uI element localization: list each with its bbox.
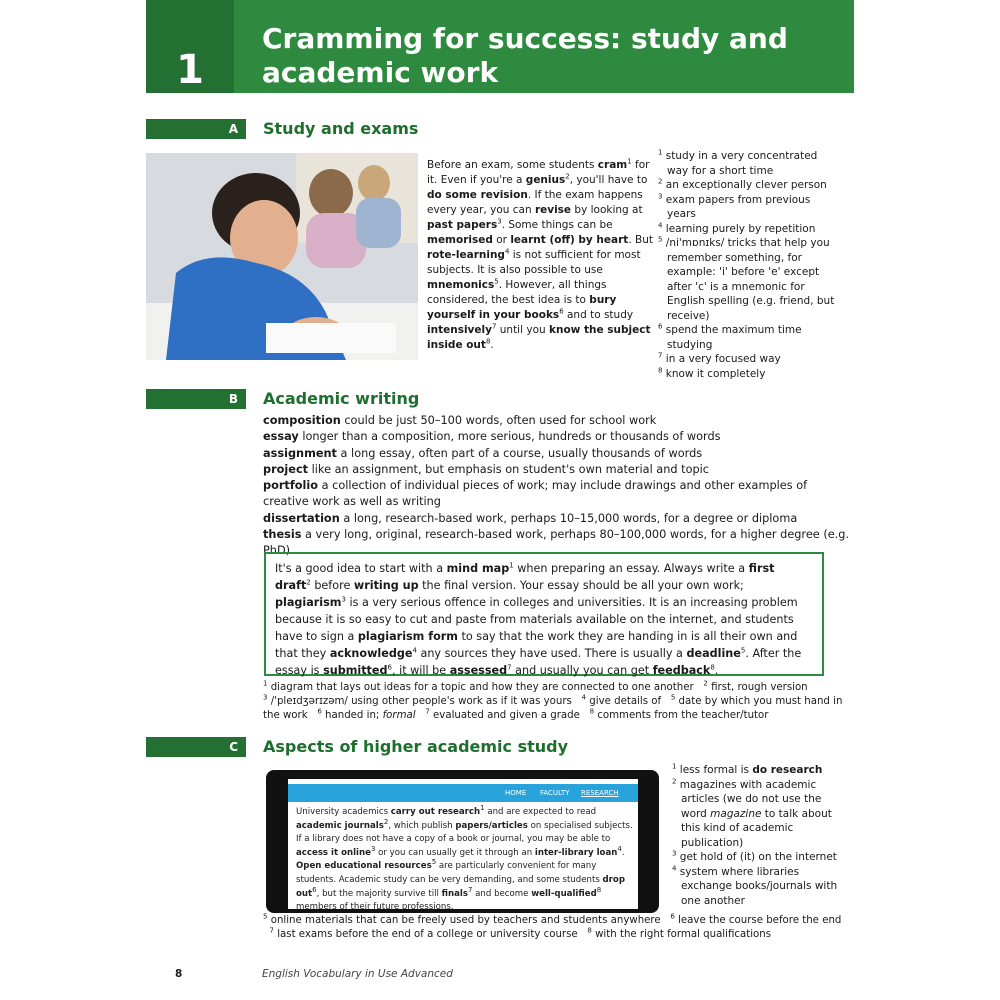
glossary-item: $^1$ less formal is do research <box>672 762 823 776</box>
section-b-footnotes: $^1$ diagram that lays out ideas for a topic and how they are connected to one another $^2$ first, rough version $^3$ /'pleɪdʒərɪzəm/ using other people's work as if it was yours $^4$ give details of $^5$ date by which you must hand in the work $^6$ handed in; formal $^7$ evaluated and given a grade $^8$ comments from the teacher/tutor <box>263 679 843 721</box>
glossary-item: $^2$ an exceptionally clever person <box>658 177 827 191</box>
glossary-item: $^2$ magazines with academic articles (we do not use the word magazine to talk about this kind of academic publication) <box>672 777 832 849</box>
glossary-item: $^3$ exam papers from previous years <box>658 192 811 220</box>
definition-item: composition could be just 50–100 words, often used for school work <box>263 414 657 427</box>
section-a-intro-text: Before an exam, some students cram$^1$ for it. Even if you're a genius$^2$, you'll have to do some revision. If the exam happens every year, you can revise by looking at past papers$^3$. Some things can be memorised or learnt (off) by heart. But rote-learning$^4$ is not sufficient for most subjects. It is also possible to use mnemonics$^5$. However, all things considered, the best idea is to bury yourself in your books$^6$ and to study intensively$^7$ until you know the subject inside out$^8$. <box>427 157 653 351</box>
nav-home[interactable]: HOME <box>505 789 527 797</box>
glossary-item: $^1$ study in a very concentrated way for a short time <box>658 148 818 177</box>
definition-item: thesis a very long, original, research-based work, perhaps 80–100,000 words, for a higher degree (e.g. PhD) <box>263 528 850 558</box>
section-c-letter: C <box>229 740 238 754</box>
section-c-title: Aspects of higher academic study <box>263 737 569 756</box>
definition-item: assignment a long essay, often part of a course, usually thousands of words <box>263 446 703 460</box>
section-a-title: Study and exams <box>263 119 419 138</box>
book-title: English Vocabulary in Use Advanced <box>262 968 453 980</box>
glossary-item: $^4$ learning purely by repetition <box>658 221 816 235</box>
students-exam-photo <box>146 153 418 360</box>
definition-item: project like an assignment, but emphasis on student's own material and topic <box>263 462 710 476</box>
glossary-item: $^8$ know it completely <box>658 366 766 380</box>
glossary-item: $^3$ get hold of (it) on the internet <box>672 849 837 863</box>
writing-definitions-list <box>263 413 853 560</box>
essay-writing-box: It's a good idea to start with a mind map$^1$ when preparing an essay. Always write a first draft$^2$ before writing up the final version. Your essay should be all your own work; plagiarism$^3$ is a very serious offence in colleges and universities. It is an increasing problem because it is so easy to cut and paste from materials available on the internet, and students have to sign a plagiarism form to say that the work they are handing in is all their own and that they acknowledge$^4$ any sources they have used. There is usually a deadline$^5$. After the essay is submitted$^6$, it will be assessed$^7$ and usually you can get feedback$^8$. <box>264 552 824 676</box>
glossary-item: $^4$ system where libraries exchange books/journals with one another <box>672 864 838 907</box>
section-b-letter: B <box>228 392 238 406</box>
chapter-title: Cramming for success: study and academic work <box>262 22 788 89</box>
section-c-footnotes: $^5$ online materials that can be freely used by teachers and students anywhere $^6$ leave the course before the end $^7$ last exams before the end of a college or university course $^8$ with the right formal qualifications <box>263 912 842 940</box>
tablet-article-text: University academics carry out research$^1$ and are expected to read academic journals$^2$, which publish papers/articles on specialised subjects. If a library does not have a copy of a book or journal, you may be able to access it online$^3$ or you can usually get it through an inter-library loan$^4$. Open educational resources$^5$ are particularly convenient for many students. Academic study can be very demanding, and some students drop out$^6$, but the majority survive till finals$^7$ and become well-qualified$^8$ members of their future professions. <box>296 804 633 913</box>
definition-item: dissertation a long, research-based work, perhaps 10–15,000 words, for a degree or diploma <box>263 511 798 525</box>
definition-item: essay longer than a composition, more serious, hundreds or thousands of words <box>263 430 721 444</box>
definition-item: portfolio a collection of individual pieces of work; may include drawings and other examples of creative work as well as writing <box>263 479 808 509</box>
nav-research[interactable]: RESEARCH <box>581 789 619 797</box>
section-b-title: Academic writing <box>263 389 420 408</box>
section-c-glossary <box>672 763 842 908</box>
section-a-glossary <box>658 149 840 381</box>
glossary-item: $^5$ /ni'mɒnɪks/ tricks that help you remember something, for example: 'i' before 'e' except after 'c' is a mnemonic for English spelling (e.g. friend, but receive) <box>658 235 835 322</box>
section-a-letter: A <box>228 122 238 136</box>
chapter-number: 1 <box>176 47 204 93</box>
glossary-item: $^6$ spend the maximum time studying <box>658 322 802 351</box>
nav-faculty[interactable]: FACULTY <box>540 789 570 797</box>
page-number: 8 <box>175 968 183 980</box>
glossary-item: $^7$ in a very focused way <box>658 351 781 365</box>
